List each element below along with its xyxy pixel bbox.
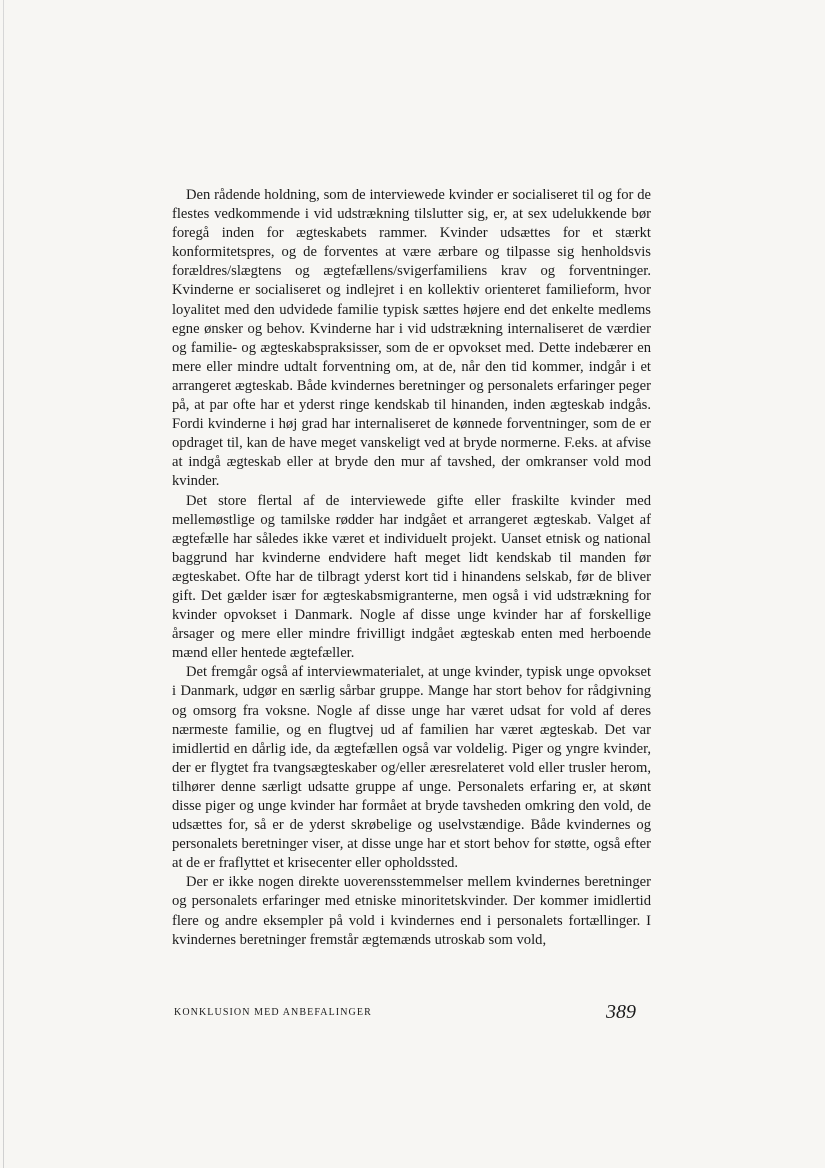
body-text <box>172 186 651 950</box>
scan-edge-line <box>3 0 4 1168</box>
paragraph-4: Der er ikke nogen direkte uoverensstemmelser mellem kvindernes beretninger og personalets erfaringer med etniske minoritetskvinder. Der kommer imidlertid flere og andre eksempler på vold i kvindernes end i personalets fortællinger. I kvindernes beretninger fremstår ægtemænds utroskab som vold, <box>172 874 651 948</box>
paragraph-1: Den rådende holdning, som de interviewede kvinder er socialiseret til og for de flestes vedkommende i vid udstrækning tilslutter sig, er, at sex udelukkende bør foregå inden for ægteskabets rammer. Kvinder udsættes for et stærkt konformitetspres, og de forventes at være ærbare og tilpasse sig henholdsvis forældres/slægtens og ægtefællens/svigerfamiliens krav og forventninger. Kvinderne er socialiseret og indlejret i en kollektiv orienteret familieform, hvor loyalitet med den udvidede familie typisk sættes højere end det enkelte medlems egne ønsker og behov. Kvinderne har i vid udstrækning internaliseret de værdier og familie- og ægteskabspraksisser, som de er opvokset med. Dette indebærer en mere eller mindre udtalt forventning om, at de, når den tid kommer, indgår i et arrangeret ægteskab. Både kvindernes beretninger og personalets erfaringer peger på, at par ofte har et yderst ringe kendskab til hinanden, inden ægteskab indgås. Fordi kvinderne i høj grad har internaliseret de kønnede forventninger, som de er opdraget til, kan de have meget vanskeligt ved at bryde normerne. F.eks. at afvise at indgå ægteskab eller at bryde den mur af tavshed, der omkranser vold mod kvinder. <box>172 187 651 490</box>
paragraph-3: Det fremgår også af interviewmaterialet, at unge kvinder, typisk unge opvokset i Danmark, udgør en særlig sårbar gruppe. Mange har stort behov for rådgivning og omsorg fra voksne. Nogle af disse unge har været udsat for vold af deres nærmeste familie, og en flugtvej ud af familien har været ægteskab. Det var imidlertid en dårlig ide, da ægtefællen også var voldelig. Piger og yngre kvinder, der er flygtet fra tvangsægteskaber og/eller æresrelateret vold eller trusler herom, tilhører denne særligt udsatte gruppe af unge. Personalets erfaring er, at skønt disse piger og unge kvinder har formået at bryde tavsheden omkring den vold, de udsættes for, så er de yderst skrøbelige og uselvstændige. Både kvindernes og personalets beretninger viser, at disse unge har et stort behov for støtte, også efter at de er fraflyttet et krisecenter eller opholdssted. <box>172 664 651 872</box>
running-head: KONKLUSION MED ANBEFALINGER <box>174 1007 372 1018</box>
paragraph-2: Det store flertal af de interviewede gifte eller fraskilte kvinder med mellemøstlige og tamilske rødder har indgået et arrangeret ægteskab. Valget af ægtefælle har således ikke været et individuelt projekt. Uanset etnisk og national baggrund har kvinderne endvidere haft meget lidt kendskab til manden før ægteskabet. Ofte har de tilbragt yderst kort tid i hinandens selskab, før de bliver gift. Det gælder især for ægteskabsmigranterne, men også i vid udstrækning for kvinder opvokset i Danmark. Nogle af disse unge kvinder har af forskellige årsager og mere eller mindre frivilligt indgået ægteskab enten med herboende mænd eller hentede ægtefæller. <box>172 492 651 662</box>
page-footer <box>174 1001 644 1031</box>
page-number: 389 <box>606 1001 636 1023</box>
